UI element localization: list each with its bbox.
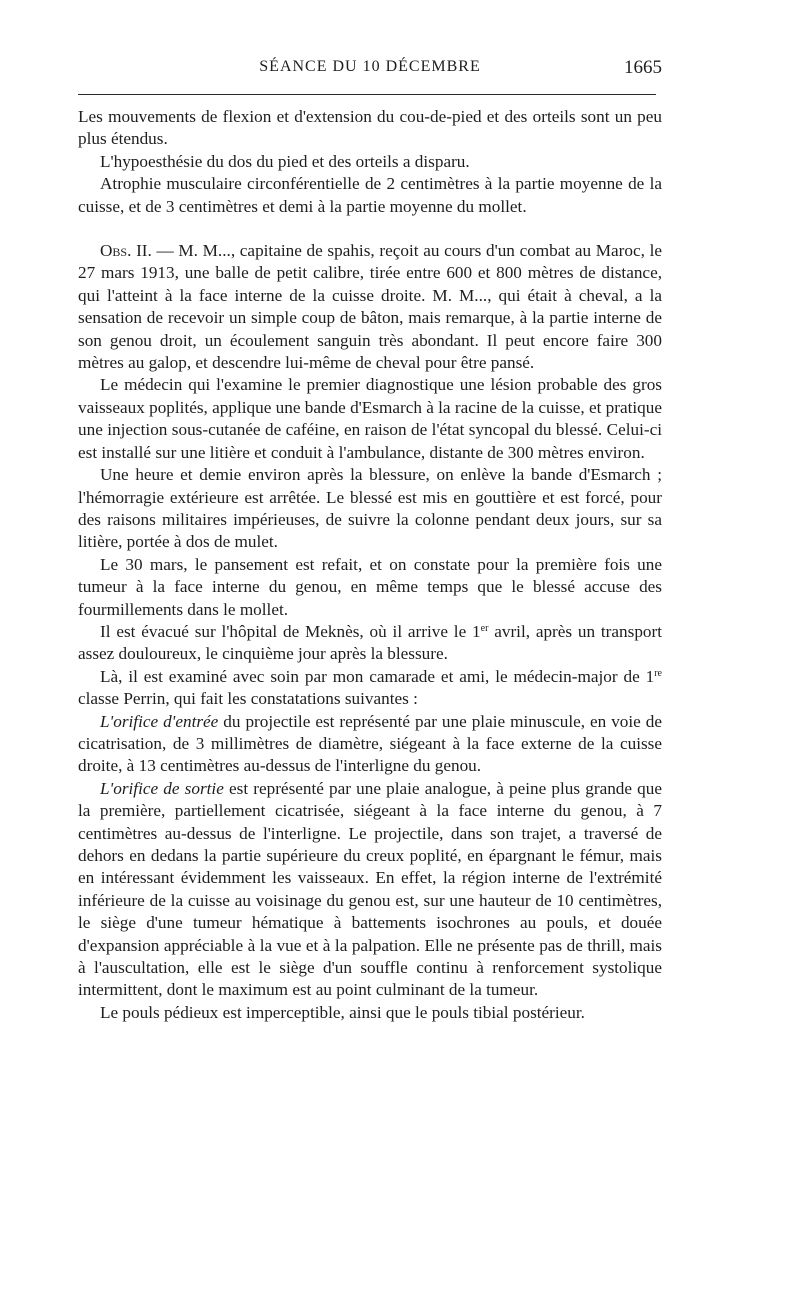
header-rule bbox=[78, 94, 656, 95]
body-text bbox=[78, 106, 662, 1024]
italic-term: L'orifice de sortie bbox=[100, 778, 224, 798]
superscript: re bbox=[654, 667, 662, 679]
superscript: er bbox=[480, 622, 489, 634]
observation-label: Obs. II. bbox=[100, 241, 152, 261]
paragraph: Le pouls pédieux est imperceptible, ainsi que le pouls tibial postérieur. bbox=[100, 1002, 585, 1022]
paragraph: L'hypoesthésie du dos du pied et des orteils a disparu. bbox=[100, 151, 470, 171]
paragraph: Le médecin qui l'examine le premier diagnostique une lésion probable des gros vaisseaux poplités, applique une bande d'Esmarch à la racine de la cuisse, et pratique une injection sous-cutanée de caféine, en raison de l'état syncopal du blessé. Celui-ci est installé sur une litière et conduit à l'ambulance, distante de 300 mètres environ. bbox=[78, 375, 662, 462]
running-head bbox=[78, 58, 662, 80]
paragraph: Le 30 mars, le pansement est refait, et on constate pour la première fois une tumeur à la face interne du genou, en même temps que le blessé accuse des fourmillements dans le mollet. bbox=[78, 554, 662, 619]
running-title: SÉANCE DU 10 DÉCEMBRE bbox=[259, 58, 481, 75]
italic-term: L'orifice d'entrée bbox=[100, 711, 219, 731]
paragraph: Obs. II. — M. M..., capitaine de spahis, reçoit au cours d'un combat au Maroc, le 27 mars 1913, une balle de petit calibre, tirée entre 600 et 800 mètres de distance, qui l'atteint à la face interne de la cuisse droite. M. M..., qui était à cheval, a la sensation de recevoir un simple coup de bâton, mais remarque, à la partie interne de son genou droit, un écoulement sanguin très abondant. Il peut encore faire 300 mètres au galop, et descendre lui-même de cheval pour être pansé. bbox=[78, 241, 662, 373]
paragraph: Les mouvements de flexion et d'extension du cou-de-pied et des orteils sont un peu plus étendus. bbox=[78, 107, 662, 149]
paragraph: Atrophie musculaire circonférentielle de 2 centimètres à la partie moyenne de la cuisse, et de 3 centimètres et demi à la partie moyenne du mollet. bbox=[78, 174, 662, 216]
paragraph: Une heure et demie environ après la blessure, on enlève la bande d'Esmarch ; l'hémorragie extérieure est arrêtée. Le blessé est mis en gouttière et est forcé, pour des raisons militaires impérieuses, de suivre la colonne pendant deux jours, sur sa litière, portée à dos de mulet. bbox=[78, 465, 662, 552]
paragraph: Il est évacué sur l'hôpital de Meknès, où il arrive le 1er avril, après un transport assez douloureux, le cinquième jour après la blessure. bbox=[78, 621, 663, 664]
paragraph: L'orifice de sortie est représenté par une plaie analogue, à peine plus grande que la première, partiellement cicatrisée, siégeant à la face interne du genou, à 7 centimètres au-dessus de l'interligne. Le projectile, dans son trajet, a traversé de dehors en dedans la partie supérieure du creux poplité, en épargnant le fémur, mais en intéressant évidemment les vaisseaux. En effet, la région interne de l'extrémité inférieure de la cuisse au voisinage du genou est, sur une hauteur de 10 centimètres, le siège d'une tumeur hématique à battements isochrones au pouls, et douée d'expansion appréciable à la vue et à la palpation. Elle ne présente pas de thrill, mais à l'auscultation, elle est le siège d'un souffle continu à renforcement systolique intermittent, dont le maximum est au point culminant de la tumeur. bbox=[78, 778, 662, 1000]
paragraph: L'orifice d'entrée du projectile est représenté par une plaie minuscule, en voie de cicatrisation, de 3 millimètres de diamètre, siégeant à la face externe de la cuisse droite, à 13 centimètres au-dessus de l'interligne du genou. bbox=[78, 711, 662, 776]
paragraph: Là, il est examiné avec soin par mon camarade et ami, le médecin-major de 1re classe Perrin, qui fait les constatations suivantes : bbox=[78, 666, 662, 709]
page-number: 1665 bbox=[624, 57, 662, 78]
